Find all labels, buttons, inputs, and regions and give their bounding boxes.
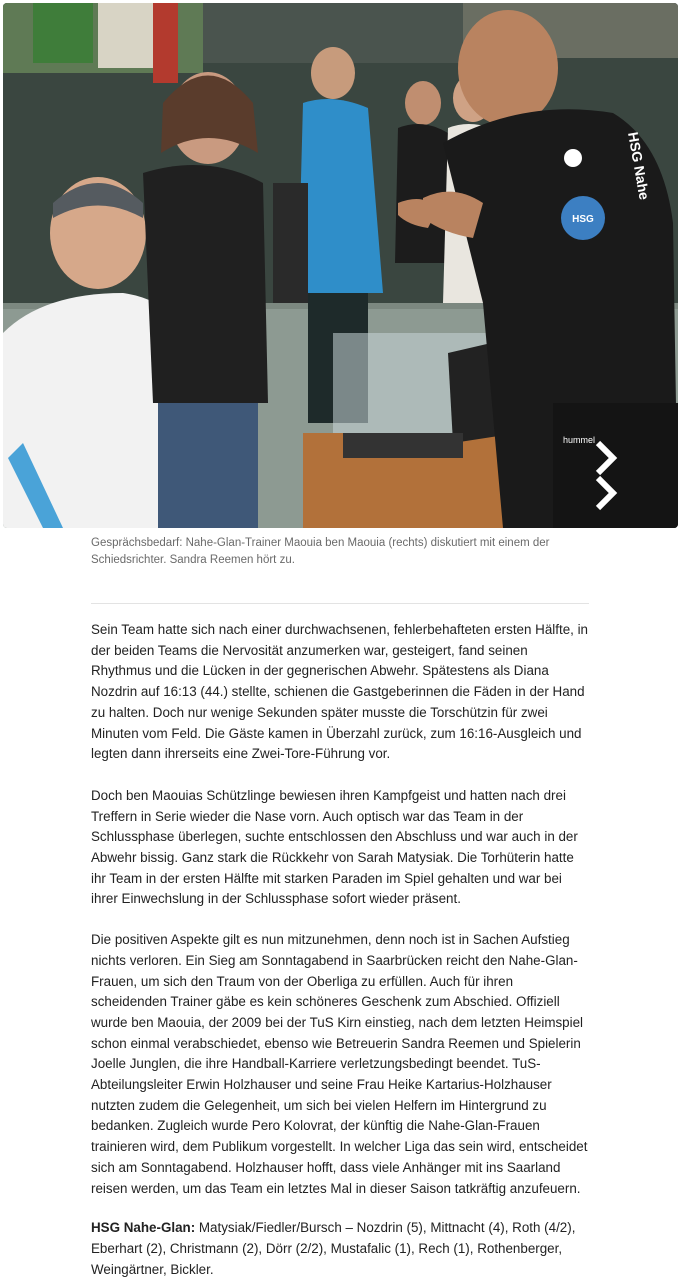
article-photo bbox=[3, 3, 678, 528]
lineup-paragraph bbox=[91, 1218, 591, 1280]
shirt-text: HSG Nahe bbox=[625, 130, 653, 201]
section-divider bbox=[91, 603, 589, 604]
lineup-team-label: HSG Nahe-Glan: bbox=[91, 1220, 196, 1236]
article-paragraph: Die positiven Aspekte gilt es nun mitzunehmen, denn noch ist in Sachen Aufstieg nichts verloren. Ein Sieg am Sonntagabend in Saarbrücken reicht den Nahe-Glan-Frauen, um sich den Traum von der Oberliga zu erfüllen. Auch für ihren scheidenden Trainer gäbe es kein schöneres Geschenk zum Abschied. Offiziell wurde ben Maouia, der 2009 bei der TuS Kirn einstieg, nach dem letzten Heimspiel schon einmal verabschiedet, ebenso wie Betreuerin Sandra Reemen und Spielerin Joelle Junglen, die ihre Handball-Karriere verletzungsbedingt beendet. TuS-Abteilungsleiter Erwin Holzhauser und seine Frau Heike Kartarius-Holzhauser nutzten zudem die Gelegenheit, um sich bei vielen Helfern im Hintergrund zu bedanken. Zugleich wurde Pero Kolovrat, der künftig die Nahe-Glan-Frauen trainieren wird, dem Publikum vorgestellt. In welcher Liga das sein wird, entscheidet sich am Sonntagabend. Holzhauser hofft, dass viele Anhänger mit ins Saarland reisen werden, um das Team ein letztes Mal in dieser Saison tatkräftig anzufeuern. bbox=[91, 932, 588, 1196]
shirt-brand-text: hummel bbox=[563, 435, 596, 445]
photo-caption: Gesprächsbedarf: Nahe-Glan-Trainer Maouia ben Maouia (rechts) diskutiert mit einem der Schiedsrichter. Sandra Reemen hört zu. bbox=[91, 537, 550, 566]
article-body bbox=[91, 620, 591, 1280]
lineup-players: Matysiak/Fiedler/Bursch – Nozdrin (5), Mittnacht (4), Roth (4/2), Eberhart (2), Christmann (2), Dörr (2/2), Mustafalic (1), Rech (1), Rothenberger, Weingärtner, Bickler. bbox=[91, 1220, 576, 1277]
article-paragraph: Doch ben Maouias Schützlinge bewiesen ihren Kampfgeist und hatten nach drei Treffern in Serie wieder die Nase vorn. Auch optisch war das Team in der Schlussphase überlegen, suchte entschlossen den Abschluss und war auch in der Abwehr bissig. Ganz stark die Rückkehr von Sarah Matysiak. Die Torhüterin hatte ihr Team in der ersten Hälfte mit starken Paraden im Spiel gehalten und war bei ihrer Einwechslung in der Schlussphase sofort wieder präsent. bbox=[91, 787, 578, 907]
article-paragraph: Sein Team hatte sich nach einer durchwachsenen, fehlerbehafteten ersten Hälfte, in der beiden Teams die Nervosität anzumerken war, gesteigert, fand seinen Rhythmus und die Lücken in der gegnerischen Abwehr. Spätestens als Diana Nozdrin auf 16:13 (44.) stellte, schienen die Gastgeberinnen die Fäden in der Hand zu halten. Doch nur wenige Sekunden später musste die Torschützin für zwei Minuten vom Feld. Die Gäste kamen in Überzahl zurück, zum 16:16-Ausgleich und legten dann ihrerseits eine Zwei-Tore-Führung vor. bbox=[91, 622, 589, 762]
photo-illustration bbox=[3, 3, 678, 528]
shirt-badge-text: HSG bbox=[572, 214, 594, 225]
